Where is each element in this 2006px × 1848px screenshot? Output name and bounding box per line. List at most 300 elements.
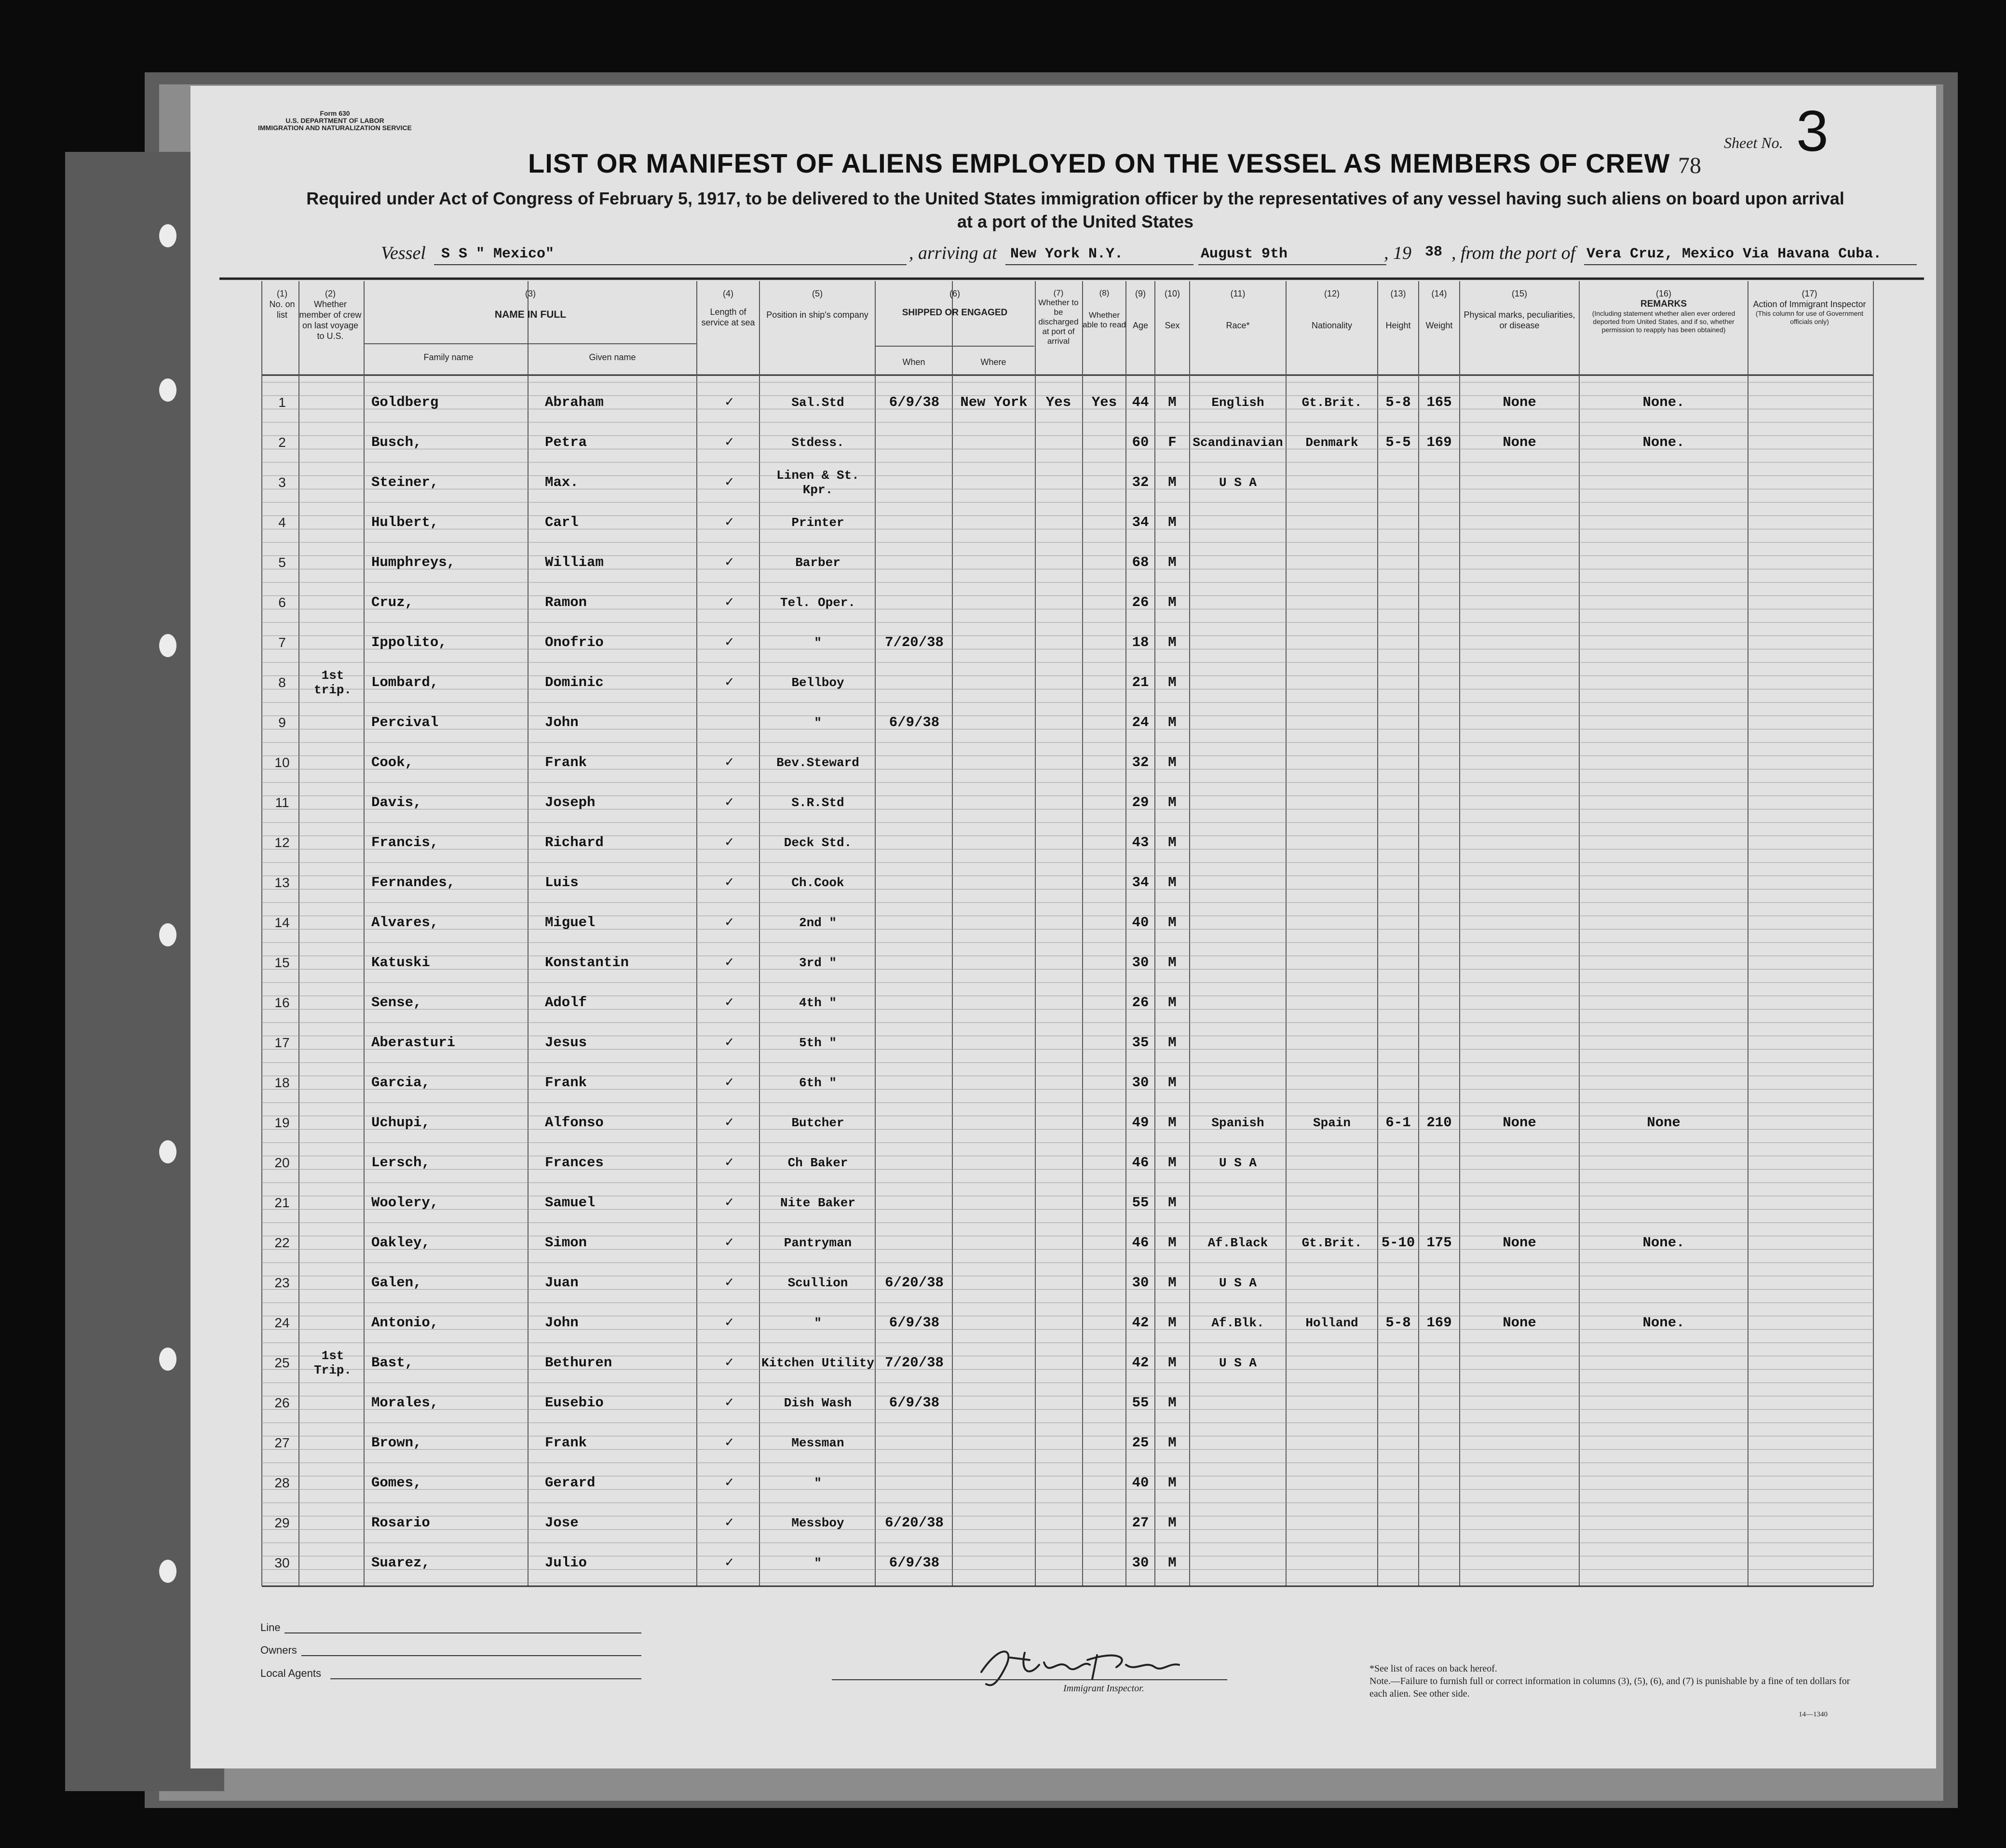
physical-marks-cell: [1460, 582, 1579, 622]
row-number: 21: [274, 1195, 290, 1210]
age-cell: 49: [1132, 1114, 1149, 1131]
penalty-note: Note.—Failure to furnish full or correct information in columns (3), (5), (6), and (7) is punishable by a fine of ten dollars for each alien. See other side.: [1369, 1676, 1850, 1699]
row-number: 8: [278, 674, 286, 690]
physical-marks-cell: [1460, 1503, 1579, 1543]
sheet-number-label: Sheet No.: [1724, 134, 1783, 151]
remarks-cell: None.: [1642, 394, 1685, 410]
given-name-cell: Alfonso: [545, 1114, 604, 1131]
punch-hole: [159, 224, 176, 247]
given-name-cell: Max.: [545, 474, 579, 490]
col-3-header: [364, 288, 697, 320]
age-cell: 55: [1132, 1194, 1149, 1211]
age-cell: 40: [1132, 1474, 1149, 1491]
able-to-read-cell: [1083, 1543, 1126, 1583]
table-row: [190, 462, 1936, 502]
col-1-number: (1): [277, 289, 287, 298]
where-engaged-cell: [953, 863, 1034, 903]
age-cell: 26: [1132, 994, 1149, 1011]
physical-marks-cell: [1460, 1463, 1579, 1503]
row-number: 1: [278, 394, 286, 410]
family-name-cell: Galen,: [371, 1274, 422, 1291]
nationality-cell: [1286, 903, 1378, 943]
height-cell: [1378, 1503, 1419, 1543]
col-7-number: (7): [1053, 288, 1064, 297]
nationality-cell: [1286, 1543, 1378, 1583]
race-cell: [1190, 662, 1286, 702]
physical-marks-cell: [1460, 542, 1579, 582]
height-cell: [1378, 742, 1419, 782]
physical-marks-cell: [1460, 1543, 1579, 1583]
nationality-cell: Spain: [1313, 1115, 1351, 1130]
when-engaged-cell: 6/9/38: [889, 394, 940, 410]
row-number: 10: [274, 755, 290, 770]
age-cell: 30: [1132, 1274, 1149, 1291]
discharge-cell: [1035, 422, 1082, 462]
physical-marks-cell: None: [1503, 394, 1536, 410]
family-name-cell: Bast,: [371, 1354, 414, 1371]
punch-hole: [159, 1560, 176, 1583]
family-name-cell: Cruz,: [371, 594, 414, 610]
race-cell: [1190, 1383, 1286, 1423]
position-cell: Dish Wash: [784, 1395, 852, 1410]
family-name-cell: Morales,: [371, 1394, 439, 1411]
race-note: *See list of races on back hereof.: [1369, 1663, 1497, 1674]
nationality-cell: [1286, 1063, 1378, 1103]
when-engaged-cell: 6/20/38: [885, 1274, 944, 1291]
able-to-read-cell: [1083, 1063, 1126, 1103]
service-length-cell: ✓: [725, 1394, 734, 1411]
when-engaged-cell: [876, 1183, 952, 1223]
col-12-number: (12): [1324, 289, 1340, 298]
col-6-header: [875, 288, 1034, 318]
remarks-cell: [1579, 702, 1748, 742]
when-engaged-cell: [876, 422, 952, 462]
sex-cell: M: [1168, 1274, 1177, 1291]
when-engaged-cell: [876, 462, 952, 502]
where-engaged-cell: [953, 1063, 1034, 1103]
when-header: When: [902, 357, 925, 367]
col-2-header: [299, 288, 362, 341]
row-number: 24: [274, 1315, 290, 1330]
position-cell: 5th ": [799, 1035, 837, 1050]
sex-cell: M: [1168, 1434, 1177, 1451]
able-to-read-cell: [1083, 702, 1126, 742]
remarks-cell: [1579, 662, 1748, 702]
where-engaged-cell: [953, 1303, 1034, 1343]
race-cell: Spanish: [1211, 1115, 1264, 1130]
from-port-label: , from the port of: [1451, 243, 1576, 263]
discharge-cell: [1035, 782, 1082, 823]
discharge-cell: [1035, 1543, 1082, 1583]
table-row: [190, 422, 1936, 462]
given-name-cell: Eusebio: [545, 1394, 604, 1411]
discharge-cell: [1035, 1103, 1082, 1143]
remarks-cell: [1579, 1463, 1748, 1503]
race-cell: [1190, 742, 1286, 782]
col-3-title: NAME IN FULL: [494, 309, 567, 320]
row-number: 14: [274, 915, 290, 930]
sex-cell: M: [1168, 714, 1177, 730]
sex-cell: M: [1168, 994, 1177, 1011]
row-number: 6: [278, 594, 286, 610]
position-cell: Ch Baker: [787, 1155, 848, 1170]
arrival-port: New York N.Y.: [1010, 246, 1124, 262]
when-engaged-cell: 7/20/38: [885, 1354, 944, 1371]
remarks-cell: [1579, 582, 1748, 622]
weight-cell: 169: [1426, 1314, 1452, 1331]
sex-cell: M: [1168, 394, 1177, 410]
remarks-cell: None: [1647, 1114, 1681, 1131]
sex-cell: M: [1168, 874, 1177, 890]
nationality-cell: [1286, 542, 1378, 582]
remarks-cell: None.: [1642, 1234, 1685, 1251]
owners-label: Owners: [260, 1644, 297, 1656]
weight-cell: [1419, 742, 1460, 782]
height-cell: [1378, 542, 1419, 582]
last-voyage-cell: [301, 1063, 364, 1103]
table-row: [190, 1063, 1936, 1103]
race-cell: U S A: [1219, 1275, 1257, 1290]
age-cell: 46: [1132, 1154, 1149, 1171]
age-cell: 27: [1132, 1514, 1149, 1531]
discharge-cell: [1035, 1263, 1082, 1303]
sex-cell: M: [1168, 1194, 1177, 1211]
nationality-cell: [1286, 943, 1378, 983]
col-16-note: (Including statement whether alien ever ordered deported from United States, and if so, whether permission to reapply has been obtained): [1592, 310, 1735, 334]
nationality-cell: [1286, 662, 1378, 702]
subtitle: Required under Act of Congress of February 5, 1917, to be delivered to the United States immigration officer by the representatives of any vessel having such aliens on board upon arrival at a port of the United States: [306, 189, 1844, 231]
nationality-cell: [1286, 863, 1378, 903]
row-number: 17: [274, 1035, 290, 1050]
given-name-cell: Abraham: [545, 394, 604, 410]
service-length-cell: ✓: [725, 634, 734, 650]
discharge-cell: [1035, 823, 1082, 863]
nationality-cell: [1286, 1423, 1378, 1463]
age-cell: 42: [1132, 1354, 1149, 1371]
last-voyage-cell: [301, 823, 364, 863]
physical-marks-cell: [1460, 983, 1579, 1023]
height-cell: 5-10: [1381, 1234, 1415, 1251]
weight-cell: 210: [1426, 1114, 1452, 1131]
sex-cell: M: [1168, 1234, 1177, 1251]
arriving-label: , arriving at: [909, 243, 997, 263]
table-row: [190, 542, 1936, 582]
nationality-cell: Denmark: [1305, 435, 1358, 450]
able-to-read-cell: [1083, 502, 1126, 542]
last-voyage-cell: [301, 542, 364, 582]
when-engaged-cell: [876, 863, 952, 903]
position-cell: Barber: [795, 555, 840, 570]
where-engaged-cell: [953, 903, 1034, 943]
sex-cell: M: [1168, 914, 1177, 931]
punch-hole: [159, 1348, 176, 1371]
when-engaged-cell: 6/20/38: [885, 1514, 944, 1531]
position-cell: Deck Std.: [784, 835, 852, 850]
sex-cell: M: [1168, 834, 1177, 850]
race-cell: [1190, 1063, 1286, 1103]
last-voyage-cell: [301, 1103, 364, 1143]
weight-cell: 175: [1426, 1234, 1452, 1251]
physical-marks-cell: [1460, 823, 1579, 863]
given-name-cell: Julio: [545, 1554, 587, 1571]
position-cell: Stdess.: [791, 435, 844, 450]
where-engaged-cell: [953, 582, 1034, 622]
row-number: 13: [274, 875, 290, 890]
height-cell: [1378, 702, 1419, 742]
where-engaged-cell: New York: [960, 394, 1028, 410]
height-cell: [1378, 1463, 1419, 1503]
physical-marks-cell: [1460, 782, 1579, 823]
col-13-header: [1378, 288, 1419, 331]
physical-marks-cell: None: [1503, 1314, 1536, 1331]
family-name-cell: Cook,: [371, 754, 414, 770]
col-9-title: Age: [1132, 321, 1149, 330]
where-engaged-cell: [953, 1143, 1034, 1183]
last-voyage-cell: [301, 1143, 364, 1183]
physical-marks-cell: [1460, 1343, 1579, 1383]
discharge-cell: [1035, 1463, 1082, 1503]
when-engaged-cell: [876, 582, 952, 622]
row-number: 7: [278, 634, 286, 650]
weight-cell: [1419, 1183, 1460, 1223]
discharge-cell: [1035, 502, 1082, 542]
discharge-cell: [1035, 1303, 1082, 1343]
physical-marks-cell: [1460, 502, 1579, 542]
col-9-header: [1126, 288, 1155, 331]
family-name-cell: Steiner,: [371, 474, 439, 490]
where-engaged-cell: [953, 622, 1034, 662]
punch-hole: [159, 634, 176, 657]
weight-cell: [1419, 903, 1460, 943]
discharge-cell: [1035, 1063, 1082, 1103]
race-cell: [1190, 702, 1286, 742]
col-7-title: Whether to be discharged at port of arrival: [1038, 298, 1079, 346]
where-engaged-cell: [953, 1543, 1034, 1583]
where-engaged-cell: [953, 1023, 1034, 1063]
race-cell: [1190, 622, 1286, 662]
owners-underline: [301, 1655, 641, 1656]
row-number: 29: [274, 1515, 290, 1530]
print-code: 14—1340: [1799, 1711, 1828, 1718]
last-voyage-cell: [301, 863, 364, 903]
position-cell: 3rd ": [799, 955, 837, 970]
position-cell: Messman: [791, 1435, 844, 1450]
remarks-cell: [1579, 983, 1748, 1023]
race-cell: [1190, 1023, 1286, 1063]
where-engaged-cell: [953, 1263, 1034, 1303]
family-name-cell: Francis,: [371, 834, 439, 850]
discharge-cell: [1035, 1223, 1082, 1263]
age-cell: 30: [1132, 1554, 1149, 1571]
sex-cell: M: [1168, 754, 1177, 770]
weight-cell: [1419, 1023, 1460, 1063]
able-to-read-cell: [1083, 1423, 1126, 1463]
nationality-cell: [1286, 1463, 1378, 1503]
position-cell: S.R.Std: [791, 795, 844, 810]
sex-cell: M: [1168, 1034, 1177, 1051]
family-name-cell: Sense,: [371, 994, 422, 1011]
position-cell: 6th ": [799, 1075, 837, 1090]
sex-cell: M: [1168, 1114, 1177, 1131]
position-cell: ": [814, 635, 822, 650]
age-cell: 46: [1132, 1234, 1149, 1251]
row-number: 22: [274, 1235, 290, 1250]
col-13-title: Height: [1385, 321, 1411, 330]
sheet-number: 3: [1796, 99, 1829, 163]
sex-cell: M: [1168, 1554, 1177, 1571]
weight-cell: [1419, 1543, 1460, 1583]
table-row: [190, 582, 1936, 622]
when-engaged-cell: [876, 1063, 952, 1103]
where-engaged-cell: [953, 702, 1034, 742]
discharge-cell: [1035, 903, 1082, 943]
family-name-cell: Goldberg: [371, 394, 439, 410]
able-to-read-cell: [1083, 582, 1126, 622]
row-number: 12: [274, 835, 290, 850]
nationality-cell: Gt.Brit.: [1301, 395, 1362, 410]
position-cell: 2nd ": [799, 915, 837, 930]
given-name-cell: William: [545, 554, 604, 570]
col-8-header: [1083, 288, 1126, 330]
service-length-cell: ✓: [725, 594, 734, 610]
weight-cell: [1419, 622, 1460, 662]
given-name-cell: Simon: [545, 1234, 587, 1251]
age-cell: 40: [1132, 914, 1149, 931]
table-row: [190, 1383, 1936, 1423]
service-length-cell: ✓: [725, 1354, 734, 1371]
family-name-header: Family name: [423, 352, 474, 362]
height-cell: [1378, 462, 1419, 502]
remarks-cell: [1579, 742, 1748, 782]
able-to-read-cell: [1083, 542, 1126, 582]
weight-cell: [1419, 1463, 1460, 1503]
position-cell: Butcher: [791, 1115, 844, 1130]
family-name-cell: Rosario: [371, 1514, 430, 1531]
age-cell: 32: [1132, 754, 1149, 770]
service-length-cell: ✓: [725, 1154, 734, 1171]
table-row: [190, 983, 1936, 1023]
able-to-read-cell: [1083, 863, 1126, 903]
table-row: [190, 1263, 1936, 1303]
able-to-read-cell: [1083, 662, 1126, 702]
discharge-cell: [1035, 702, 1082, 742]
col-11-title: Race*: [1226, 321, 1250, 330]
physical-marks-cell: [1460, 1063, 1579, 1103]
service-length-cell: ✓: [725, 834, 734, 850]
when-engaged-cell: 6/9/38: [889, 1394, 940, 1411]
nationality-cell: [1286, 1343, 1378, 1383]
last-voyage-cell: [301, 702, 364, 742]
family-name-cell: Gomes,: [371, 1474, 422, 1491]
weight-cell: [1419, 823, 1460, 863]
height-cell: [1378, 1543, 1419, 1583]
family-name-cell: Ippolito,: [371, 634, 447, 650]
age-cell: 26: [1132, 594, 1149, 610]
age-cell: 21: [1132, 674, 1149, 690]
col-17-note: (This column for use of Government officials only): [1755, 310, 1864, 325]
table-row: [190, 863, 1936, 903]
sex-cell: M: [1168, 1394, 1177, 1411]
weight-cell: [1419, 863, 1460, 903]
col-4-number: (4): [723, 289, 733, 298]
when-engaged-cell: [876, 662, 952, 702]
height-cell: 5-8: [1385, 1314, 1411, 1331]
where-engaged-cell: [953, 542, 1034, 582]
height-cell: [1378, 1023, 1419, 1063]
remarks-cell: [1579, 502, 1748, 542]
nationality-cell: [1286, 1383, 1378, 1423]
sex-cell: M: [1168, 1514, 1177, 1531]
age-cell: 34: [1132, 874, 1149, 890]
discharge-cell: [1035, 662, 1082, 702]
height-cell: [1378, 863, 1419, 903]
table-row: [190, 1463, 1936, 1503]
discharge-cell: [1035, 983, 1082, 1023]
where-engaged-cell: [953, 422, 1034, 462]
sex-cell: M: [1168, 474, 1177, 490]
height-cell: [1378, 823, 1419, 863]
age-cell: 42: [1132, 1314, 1149, 1331]
age-cell: 24: [1132, 714, 1149, 730]
nationality-cell: [1286, 1143, 1378, 1183]
nationality-cell: Gt.Brit.: [1301, 1235, 1362, 1250]
department-name: U.S. DEPARTMENT OF LABOR: [285, 117, 384, 124]
service-length-cell: ✓: [725, 434, 734, 450]
row-number: 25: [274, 1355, 290, 1370]
position-cell: Bev.Steward: [776, 755, 859, 770]
age-cell: 29: [1132, 794, 1149, 810]
table-row: [190, 1303, 1936, 1343]
service-length-cell: ✓: [725, 1314, 734, 1331]
col-6-title: SHIPPED OR ENGAGED: [902, 308, 1008, 318]
when-engaged-cell: [876, 742, 952, 782]
remarks-cell: [1579, 1503, 1748, 1543]
physical-marks-cell: [1460, 1143, 1579, 1183]
position-cell: Sal.Std: [791, 395, 844, 410]
table-row: [190, 1543, 1936, 1583]
race-cell: U S A: [1219, 475, 1257, 490]
arrival-date: August 9th: [1201, 246, 1288, 262]
col-2-title: Whether member of crew on last voyage to U.S.: [299, 299, 362, 341]
where-engaged-cell: [953, 1423, 1034, 1463]
nationality-cell: [1286, 1503, 1378, 1543]
table-row: [190, 1223, 1936, 1263]
height-cell: [1378, 502, 1419, 542]
col-7-header: [1035, 288, 1082, 346]
when-engaged-cell: [876, 1103, 952, 1143]
col-16-title: REMARKS: [1640, 299, 1687, 309]
col-5-number: (5): [812, 289, 823, 298]
given-name-cell: Gerard: [545, 1474, 596, 1491]
weight-cell: [1419, 702, 1460, 742]
last-voyage-cell: [301, 382, 364, 422]
able-to-read-cell: [1083, 983, 1126, 1023]
height-cell: [1378, 662, 1419, 702]
given-name-cell: Frances: [545, 1154, 604, 1171]
position-cell: Nite Baker: [780, 1195, 856, 1210]
physical-marks-cell: [1460, 462, 1579, 502]
discharge-cell: [1035, 1503, 1082, 1543]
race-cell: [1190, 1543, 1286, 1583]
weight-cell: [1419, 1343, 1460, 1383]
family-name-cell: Antonio,: [371, 1314, 439, 1331]
col-16-header: [1579, 288, 1748, 334]
service-length-cell: ✓: [725, 1114, 734, 1131]
able-to-read-cell: [1083, 1303, 1126, 1343]
where-engaged-cell: [953, 1503, 1034, 1543]
last-voyage-cell: [301, 943, 364, 983]
service-length-cell: [702, 702, 757, 742]
